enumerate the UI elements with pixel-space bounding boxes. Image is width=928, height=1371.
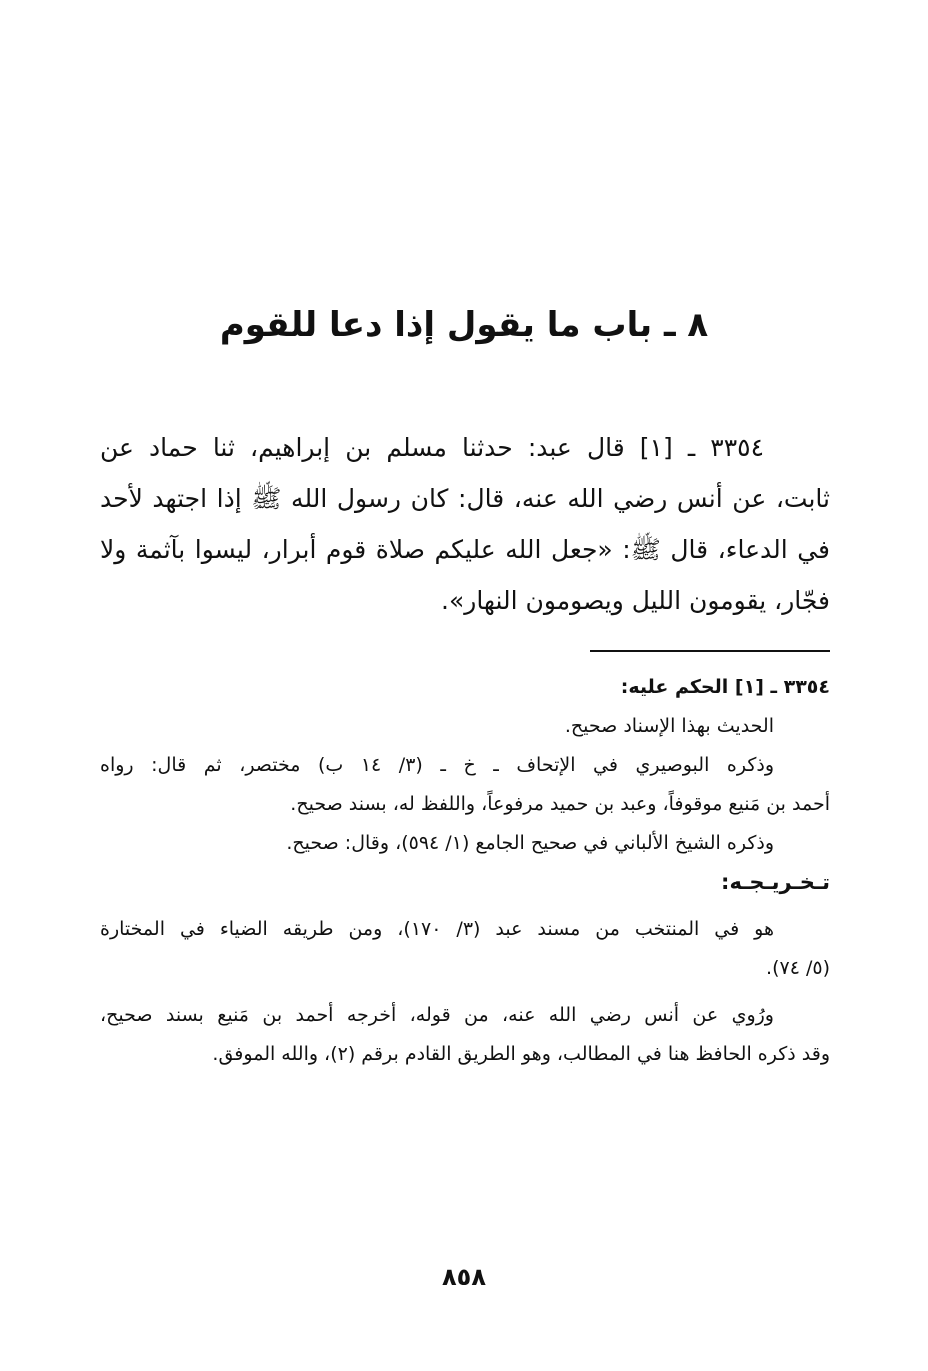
hadith-line: في الدعاء، قال ﷺ: «جعل الله عليكم صلاة قوم أبرار، ليسوا بآثمة ولا bbox=[100, 535, 830, 564]
footnotes bbox=[100, 668, 830, 1074]
chapter-title: ٨ ـ باب ما يقول إذا دعا للقوم bbox=[219, 305, 709, 345]
hadith-line: فجّار، يقومون الليل ويصومون النهار». bbox=[441, 586, 830, 615]
takhrij-line: ورُوي عن أنس رضي الله عنه، من قوله، أخرجه أحمد بن مَنيع بسند صحيح، bbox=[100, 1004, 774, 1026]
ruling-line: وذكره البوصيري في الإتحاف ـ خ ـ (٣/ ١٤ ب) مختصر، ثم قال: رواه bbox=[100, 754, 774, 776]
takhrij-line: (٥/ ٧٤). bbox=[766, 957, 830, 979]
hadith-line: ٣٣٥٤ ـ [١] قال عبد: حدثنا مسلم بن إبراهيم، ثنا حماد عن bbox=[100, 433, 764, 462]
footnote-separator bbox=[590, 650, 830, 652]
hadith-text bbox=[100, 422, 830, 626]
ruling-line: الحديث بهذا الإسناد صحيح. bbox=[564, 715, 774, 737]
ruling-line: وذكره الشيخ الألباني في صحيح الجامع (١/ ٥٩٤)، وقال: صحيح. bbox=[286, 832, 774, 854]
ruling-line: أحمد بن مَنيع موقوفاً، وعبد بن حميد مرفوعاً، واللفظ له، بسند صحيح. bbox=[290, 793, 830, 815]
page-number: ٨٥٨ bbox=[442, 1263, 486, 1291]
takhrij-line: هو في المنتخب من مسند عبد (٣/ ١٧٠)، ومن طريقه الضياء في المختارة bbox=[100, 918, 774, 940]
hadith-line: ثابت، عن أنس رضي الله عنه، قال: كان رسول الله ﷺ إذا اجتهد لأحد bbox=[100, 484, 830, 513]
takhrij-heading: تـخـريـجـه: bbox=[721, 870, 830, 894]
takhrij-line: وقد ذكره الحافظ هنا في المطالب، وهو الطريق القادم برقم (٢)، والله الموفق. bbox=[212, 1043, 830, 1065]
ruling-heading: ٣٣٥٤ ـ [١] الحكم عليه: bbox=[620, 676, 830, 698]
